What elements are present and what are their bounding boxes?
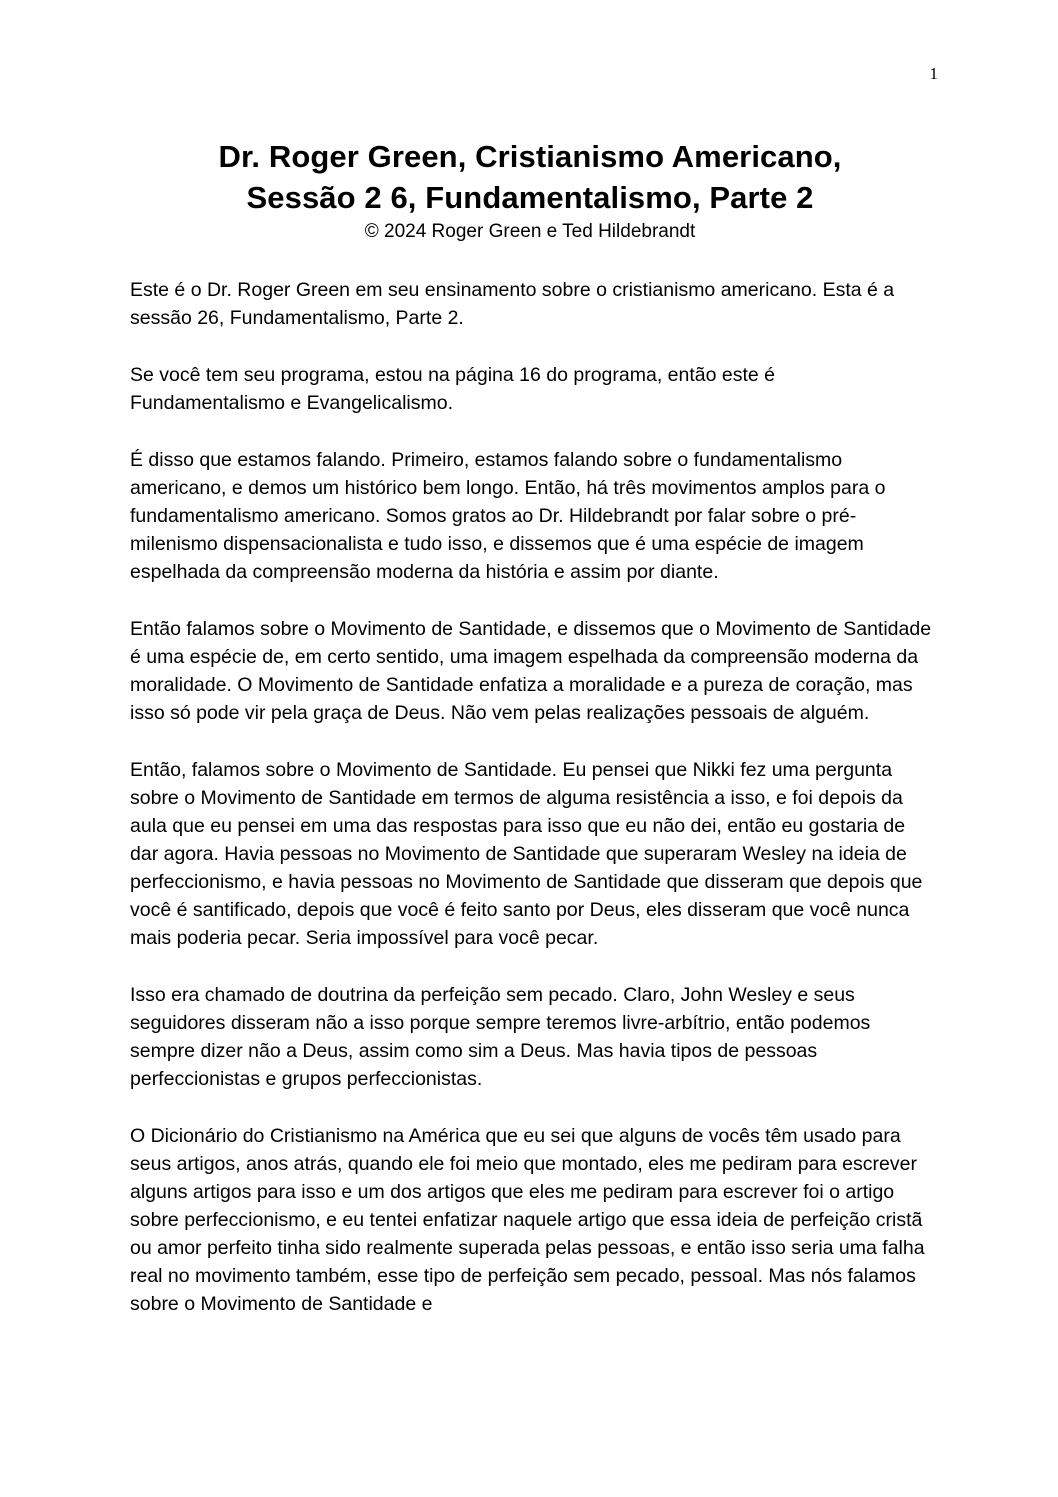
paragraph: É disso que estamos falando. Primeiro, estamos falando sobre o fundamentalismo americano, e demos um histórico bem longo. Então, há três movimentos amplos para o fundamentalismo americano. Somos gratos ao Dr. Hildebrandt por falar sobre o pré-milenismo dispensacionalista e tudo isso, e dissemos que é uma espécie de imagem espelhada da compreensão moderna da história e assim por diante. xyxy=(130,449,886,583)
paragraph: Então falamos sobre o Movimento de Santidade, e dissemos que o Movimento de Santidade é uma espécie de, em certo sentido, uma imagem espelhada da compreensão moderna da moralidade. O Movimento de Santidade enfatiza a moralidade e a pureza de coração, mas isso só pode vir pela graça de Deus. Não vem pelas realizações pessoais de alguém. xyxy=(130,618,932,724)
paragraph: Se você tem seu programa, estou na página 16 do programa, então este é Fundamentalismo e Evangelicalismo. xyxy=(130,364,775,414)
title-line-1: Dr. Roger Green, Cristianismo Americano, xyxy=(218,139,842,174)
page-number: 1 xyxy=(929,64,938,83)
paragraph: Este é o Dr. Roger Green em seu ensinamento sobre o cristianismo americano. Esta é a sessão 26, Fundamentalismo, Parte 2. xyxy=(130,279,895,329)
paragraph: Então, falamos sobre o Movimento de Santidade. Eu pensei que Nikki fez uma pergunta sobre o Movimento de Santidade em termos de alguma resistência a isso, e foi depois da aula que eu pensei em uma das respostas para isso que eu não dei, então eu gostaria de dar agora. Havia pessoas no Movimento de Santidade que superaram Wesley na ideia de perfeccionismo, e havia pessoas no Movimento de Santidade que disseram que depois que você é santificado, depois que você é feito santo por Deus, eles disseram que você nunca mais poderia pecar. Seria impossível para você pecar. xyxy=(130,759,923,949)
paragraph: O Dicionário do Cristianismo na América que eu sei que alguns de vocês têm usado para seus artigos, anos atrás, quando ele foi meio que montado, eles me pediram para escrever alguns artigos para isso e um dos artigos que eles me pediram para escrever foi o artigo sobre perfeccionismo, e eu tentei enfatizar naquele artigo que essa ideia de perfeição cristã ou amor perfeito tinha sido realmente superada pelas pessoas, e então isso seria uma falha real no movimento também, esse tipo de perfeição sem pecado, pessoal. Mas nós falamos sobre o Movimento de Santidade e xyxy=(130,1125,925,1315)
title-line-2: Sessão 2 6, Fundamentalismo, Parte 2 xyxy=(246,180,814,215)
body-text xyxy=(130,276,932,1347)
paragraph: Isso era chamado de doutrina da perfeição sem pecado. Claro, John Wesley e seus seguidores disseram não a isso porque sempre teremos livre-arbítrio, então podemos sempre dizer não a Deus, assim como sim a Deus. Mas havia tipos de pessoas perfeccionistas e grupos perfeccionistas. xyxy=(130,984,871,1090)
copyright-notice: © 2024 Roger Green e Ted Hildebrandt xyxy=(364,221,696,242)
title-block xyxy=(120,136,940,244)
